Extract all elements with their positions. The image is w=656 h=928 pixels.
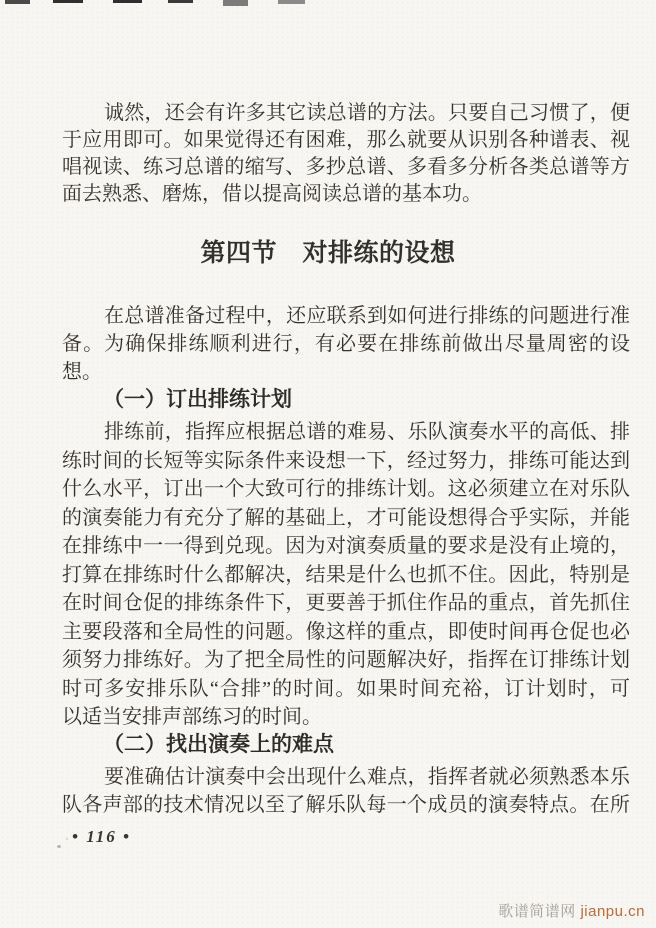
- overview-paragraph: [62, 302, 630, 386]
- paragraph-line: 备。为确保排练顺利进行，有必要在排练前做出尽量周密的设: [62, 333, 630, 355]
- subsection-2-heading: （二）找出演奏上的难点: [103, 733, 334, 756]
- paragraph-line: 在时间仓促的排练条件下，更要善于抓住作品的重点，首先抓住: [62, 592, 630, 614]
- page-number: • 116 •: [72, 827, 131, 846]
- paragraph-line: 面去熟悉、磨炼，借以提高阅读总谱的基本功。: [62, 183, 482, 205]
- paragraph-line: 练时间的长短等实际条件来设想一下，经过努力，排练可能达到: [62, 449, 630, 472]
- section-heading: 第四节 对排练的设想: [200, 240, 456, 267]
- paragraph-line: 队各声部的技术情况以至了解乐队每一个成员的演奏特点。在所: [62, 794, 630, 816]
- subsection-2-paragraph: [62, 763, 630, 819]
- subsection-1-paragraph: [62, 418, 630, 732]
- scan-artifact-mark: [113, 0, 142, 3]
- scan-artifact-mark: [53, 0, 83, 3]
- paragraph-line: 想。: [62, 361, 102, 383]
- scan-artifact-mark: [278, 0, 305, 4]
- scan-speck: [57, 845, 61, 848]
- intro-paragraph: [62, 100, 630, 208]
- paragraph-line: 什么水平，订出一个大致可行的排练计划。这必须建立在对乐队: [62, 478, 630, 500]
- paragraph-line: 须努力排练好。为了把全局性的问题解决好，指挥在订排练计划: [62, 649, 630, 671]
- paragraph-line: 唱视读、练习总谱的缩写、多抄总谱、多看多分析各类总谱等方: [62, 156, 630, 178]
- paragraph-line: 在排练中一一得到兑现。因为对演奏质量的要求是没有止境的，: [62, 535, 630, 557]
- scan-artifact-mark: [168, 0, 193, 3]
- scan-speck: [66, 838, 68, 840]
- paragraph-line: 的演奏能力有充分了解的基础上，才可能设想得合乎实际，并能: [62, 506, 630, 529]
- subsection-1-heading: （一）订出排练计划: [103, 388, 292, 411]
- scan-artifact-mark: [5, 0, 30, 4]
- watermark: [498, 900, 645, 921]
- paragraph-line: 于应用即可。如果觉得还有困难，那么就要从识别各种谱表、视: [62, 129, 630, 151]
- watermark-site-name: 歌谱简谱网: [498, 903, 576, 920]
- paragraph-line: 主要段落和全局性的问题。像这样的重点，即使时间再仓促也必: [62, 620, 630, 643]
- scan-artifact-mark: [223, 0, 248, 6]
- paragraph-line: 在总谱准备过程中，还应联系到如何进行排练的问题进行准: [104, 305, 630, 327]
- paragraph-line: 时可多安排乐队“合排”的时间。如果时间充裕，订计划时，可: [62, 677, 630, 700]
- paragraph-line: 以适当安排声部练习的时间。: [62, 706, 322, 728]
- paragraph-line: 打算在排练时什么都解决，结果是什么也抓不住。因此，特别是: [62, 563, 630, 586]
- paragraph-line: 要准确估计演奏中会出现什么难点，指挥者就必须熟悉本乐: [104, 766, 630, 788]
- paragraph-line: 诚然，还会有许多其它读总谱的方法。只要自己习惯了，便: [104, 102, 630, 124]
- watermark-site-url: jianpu.cn: [580, 903, 645, 920]
- paragraph-line: 排练前，指挥应根据总谱的难易、乐队演奏水平的高低、排: [104, 421, 630, 443]
